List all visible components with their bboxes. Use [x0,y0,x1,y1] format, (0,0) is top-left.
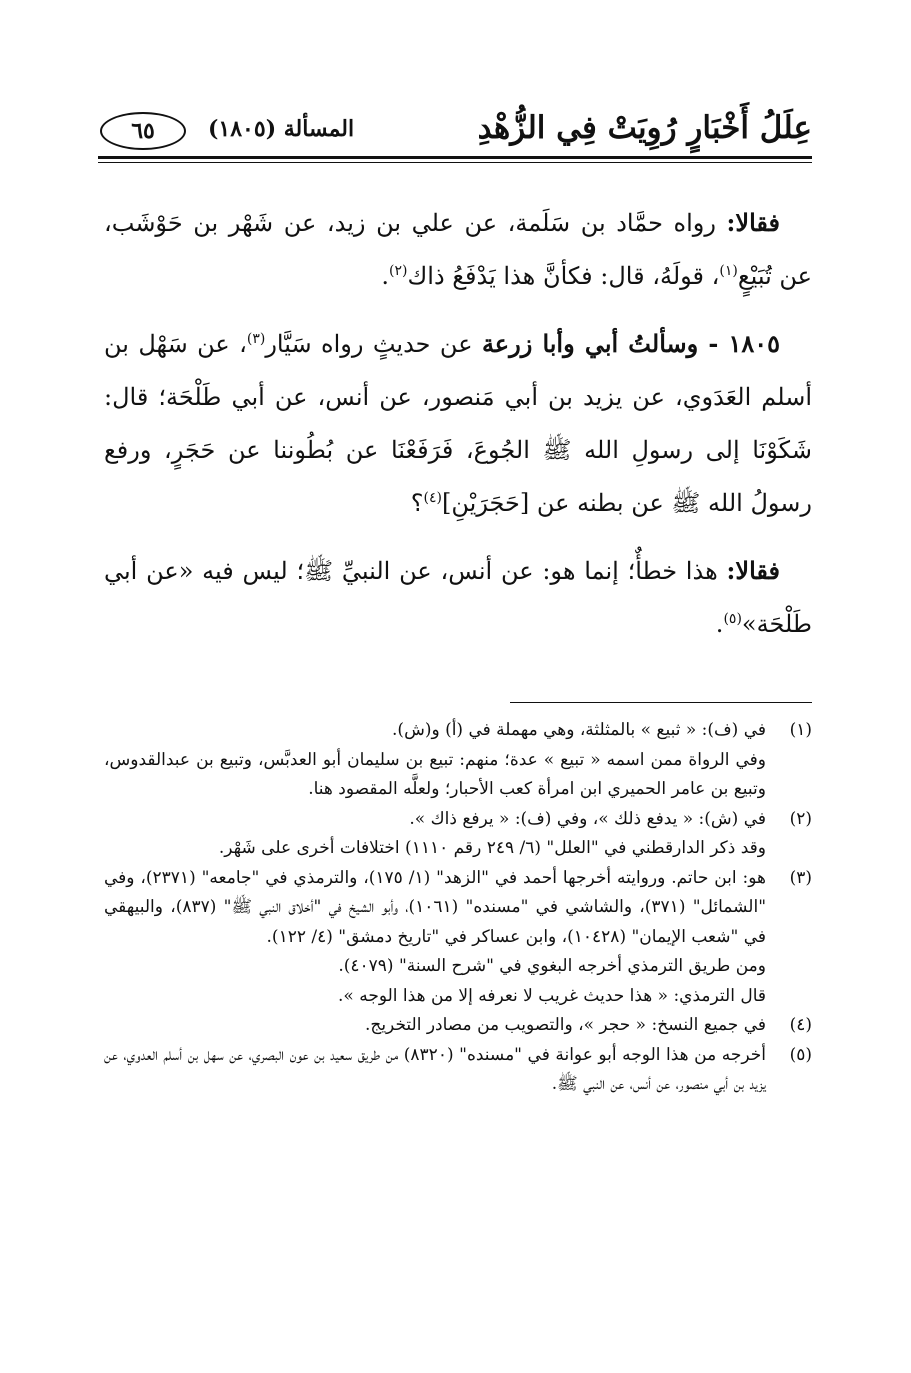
footnote-line: في جميع النسخ: « حجر »، والتصويب من مصادر التخريج. [364,1015,766,1035]
paragraph-text: عن حديثٍ رواه سَيَّار [265,330,482,358]
paragraph-lead: فقالا: [726,556,780,585]
footnote-line: وفي الرواة ممن اسمه « تبيع » عدة؛ منهم: تبيع بن سليمان أبو العدبَّس، وتبيع بن عبدالقدوس، وتبيع بن عامر الحميري ابن امرأة كعب الأحبار؛ ولعلَّه المقصود هنا. [104,749,766,799]
paragraph-text: ؟ [410,489,424,517]
main-text [104,196,812,665]
page-number-oval [100,112,186,150]
footnote-line: أخرجه من هذا الوجه أبو عوانة في "مسنده" (٨٣٢٠) من طريق سعيد بن عون البصري، عن سهل بن أسلم العدوي، عن يزيد بن أبي منصور، عن أنس، عن النبي ﷺ. [104,1044,766,1094]
footnote [104,805,812,864]
footnote [104,716,812,805]
paragraph-text: رواه حمَّاد بن سَلَمة، عن علي بن زيد، عن شَهْر بن حَوْشَب، عن تُبَيْعٍ [104,209,812,290]
footnote-number: (٥) [789,1044,812,1065]
paragraph-lead: فقالا: [726,208,780,237]
paragraph [104,196,812,303]
footnote-ref[interactable]: (٣) [246,331,266,347]
footnote-separator [510,702,812,703]
footnote-ref[interactable]: (٤) [423,490,442,506]
paragraph [104,544,812,651]
header-rule-thin [98,162,812,163]
paragraph-text: . [715,610,724,638]
paragraph-text: هذا خطأٌ؛ إنما هو: عن أنس، عن النبيِّ ﷺ؛ ليس فيه «عن أبي طَلْحَة» [104,557,812,638]
footnote-number: (١) [789,720,812,740]
page-number: ٦٥ [131,118,155,144]
header-rule-thick [98,156,812,159]
footnote-ref[interactable]: (٢) [389,263,408,279]
footnote-ref[interactable]: (١) [719,263,738,279]
paragraph [104,317,812,530]
book-title: عِلَلُ أَخْبَارٍ رُوِيَتْ فِي الزُّهْدِ [477,110,812,146]
paragraph-lead: ١٨٠٥ - وسألتُ أبي وأبا زرعة [481,329,780,358]
footnote [104,864,812,1012]
issue-label: المسألة (١٨٠٥) [208,116,355,142]
footnote-line: قال الترمذي: « هذا حديث غريب لا نعرفه إلا من هذا الوجه ». [338,985,766,1006]
footnote [104,1041,812,1100]
footnote-line: في (ش): « يدفع ذلك »، وفي (ف): « يرفع ذاك ». [409,808,766,829]
footnote-number: (٣) [789,867,812,888]
footnote-line: هو: ابن حاتم. وروايته أخرجها أحمد في "الزهد" (١/ ١٧٥)، والترمذي في "جامعه" (٢٣٧١)، وفي "الشمائل" (٣٧١)، والشاشي في "مسنده" (١٠٦١)، وأبو الشيخ في "أخلاق النبي ﷺ" (٨٣٧)، والبيهقي في "شعب الإيمان" (١٠٤٢٨)، وابن عساكر في "تاريخ دمشق" (٤/ ١٢٢). [104,867,767,947]
paragraph-text: . [381,262,390,290]
footnotes [104,716,812,1100]
footnote-ref[interactable]: (٥) [723,611,742,627]
footnote [104,1011,812,1041]
footnote-line: في (ف): « ثبيع » بالمثلثة، وهي مهملة في (أ) و(ش). [392,720,766,740]
page-header [100,108,812,154]
paragraph-text: ، قولَهُ، قال: فكأنَّ هذا يَدْفَعُ ذاك [407,262,720,290]
footnote-number: (٤) [789,1015,812,1035]
paragraph-text: ، عن سَهْل بن أسلم العَدَوي، عن يزيد بن أبي مَنصور، عن أنس، عن أبي طَلْحَة؛ قال: شَكَوْنَا إلى رسولِ الله ﷺ الجُوعَ، فَرَفَعْنَا عن بُطُوننا عن حَجَرٍ، ورفع رسولُ الله ﷺ عن بطنه عن [حَجَرَيْنِ] [104,330,812,517]
footnote-number: (٢) [789,808,812,829]
footnote-line: وقد ذكر الدارقطني في "العلل" (٦/ ٢٤٩ رقم ١١١٠) اختلافات أخرى على شَهْر. [218,838,766,858]
footnote-line: ومن طريق الترمذي أخرجه البغوي في "شرح السنة" (٤٠٧٩). [338,956,766,976]
